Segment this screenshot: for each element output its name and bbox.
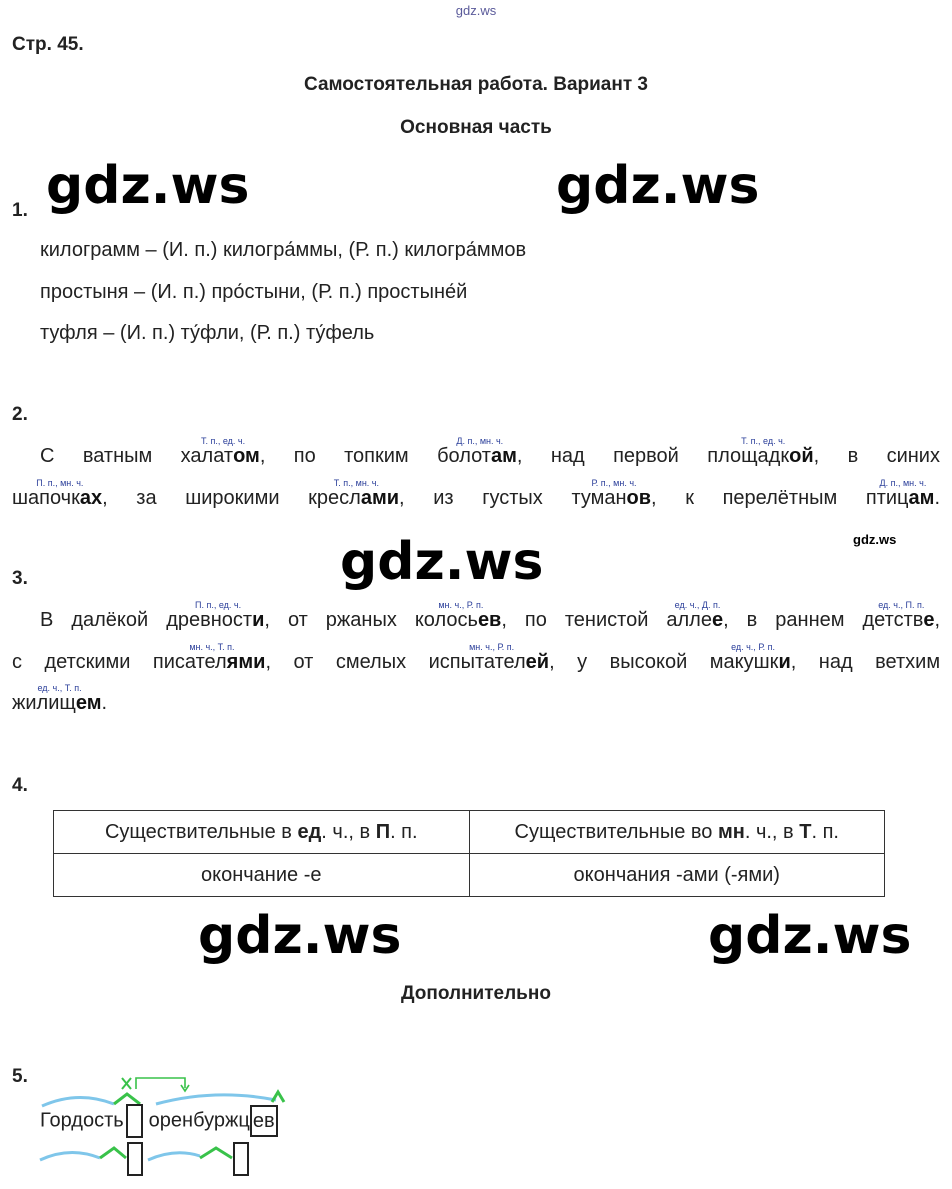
table-header-row: [54, 811, 885, 854]
punctuation: ,: [399, 487, 405, 509]
endings-table: [53, 810, 885, 897]
noun-with-ending: [571, 478, 657, 510]
case-annotation: мн. ч., Т. п.: [189, 642, 235, 652]
section-title-main: Основная часть: [400, 117, 552, 138]
noun-ending: ам: [908, 487, 935, 509]
word: ветхим: [875, 651, 941, 673]
case-annotation: ед. ч., Т. п.: [37, 683, 82, 693]
noun-with-ending: [428, 642, 555, 674]
punctuation: ,: [264, 609, 270, 631]
word: из: [433, 487, 454, 509]
noun-stem: птиц: [865, 487, 909, 509]
noun-ending: е: [711, 609, 724, 631]
noun-with-ending: [666, 600, 729, 632]
task-5-number: 5.: [12, 1066, 28, 1087]
table-row: [54, 854, 885, 897]
case-annotation: Т. п., ед. ч.: [200, 436, 246, 446]
punctuation: .: [934, 487, 940, 509]
bottom-suffix-1: [100, 1148, 126, 1158]
word: детскими: [44, 651, 131, 673]
word: над: [818, 651, 853, 673]
ending-box: [250, 1105, 278, 1137]
noun-stem: колось: [414, 609, 478, 631]
word: ржаных: [325, 609, 397, 631]
noun-ending: и: [252, 609, 265, 631]
watermark-1: gdz.ws: [46, 156, 250, 216]
word: густых: [482, 487, 543, 509]
suffix-mark-1: [114, 1094, 140, 1104]
punctuation: ,: [259, 445, 266, 467]
case-annotation: Д. п., мн. ч.: [879, 478, 927, 488]
punctuation: .: [101, 692, 108, 714]
word: высокой: [609, 651, 688, 673]
task-1-line-3: туфля – (И. п.) ту́фли, (Р. п.) ту́фель: [40, 322, 375, 344]
noun-with-ending: [12, 478, 108, 510]
noun-ending: ом: [233, 445, 260, 467]
word: первой: [613, 445, 679, 467]
case-annotation: Т. п., мн. ч.: [333, 478, 379, 488]
noun-stem: площадк: [707, 445, 790, 467]
task-5-word-1: Гордость: [40, 1109, 124, 1132]
case-annotation: П. п., мн. ч.: [36, 478, 84, 488]
noun-stem: древност: [166, 609, 253, 631]
main-word-x-icon: [122, 1078, 131, 1089]
punctuation: ,: [651, 487, 657, 509]
task-2-number: 2.: [12, 404, 28, 425]
word: к: [685, 487, 694, 509]
punctuation: ,: [102, 487, 108, 509]
word: по: [293, 445, 316, 467]
word: широкими: [185, 487, 280, 509]
noun-with-ending: [308, 478, 405, 510]
watermark-small: gdz.ws: [853, 532, 897, 547]
noun-stem: макушк: [709, 651, 779, 673]
noun-stem: кресл: [308, 487, 361, 509]
noun-with-ending: [707, 436, 820, 468]
punctuation: ,: [516, 445, 523, 467]
task-3-number: 3.: [12, 568, 28, 589]
word: по: [524, 609, 547, 631]
noun-with-ending: [437, 436, 523, 468]
noun-stem: шапочк: [12, 487, 80, 509]
noun-stem: жилищ: [12, 692, 76, 714]
word: с: [12, 651, 22, 673]
task-3-line-1: [40, 600, 941, 632]
noun-with-ending: [166, 600, 270, 632]
section-title-extra: Дополнительно: [401, 983, 551, 1004]
noun-ending: е: [923, 609, 935, 631]
task-5-phrase: [40, 1104, 278, 1138]
noun-stem: писател: [152, 651, 227, 673]
noun-stem: алле: [666, 609, 712, 631]
bottom-ending-box-2: [234, 1143, 248, 1175]
word: ватным: [82, 445, 153, 467]
word: раннем: [775, 609, 845, 631]
noun-ending: и: [778, 651, 791, 673]
word: в: [847, 445, 859, 467]
noun-ending: ов: [626, 487, 652, 509]
noun-ending: ями: [226, 651, 266, 673]
noun-ending: ой: [789, 445, 814, 467]
noun-with-ending: [865, 478, 940, 510]
task-3-line-2: [12, 642, 941, 674]
zero-ending-box: [126, 1104, 143, 1138]
watermark-2: gdz.ws: [556, 156, 760, 216]
word: от: [287, 609, 308, 631]
case-annotation: ед. ч., П. п.: [878, 600, 925, 610]
noun-with-ending: [709, 642, 797, 674]
noun-stem: халат: [180, 445, 234, 467]
word: у: [577, 651, 588, 673]
word: над: [550, 445, 585, 467]
word: смелых: [335, 651, 407, 673]
noun-stem: туман: [571, 487, 627, 509]
word: топким: [344, 445, 409, 467]
punctuation: ,: [265, 651, 271, 673]
bottom-root-arc-1: [40, 1152, 100, 1160]
task-3-line-3: [12, 683, 940, 715]
punctuation: ,: [934, 609, 941, 631]
watermark-3: gdz.ws: [340, 532, 544, 592]
task-5-word-2-ending: ев: [252, 1110, 275, 1132]
noun-ending: ах: [79, 487, 103, 509]
case-annotation: Т. п., ед. ч.: [741, 436, 786, 446]
case-annotation: мн. ч., Р. п.: [438, 600, 484, 610]
case-annotation: Р. п., мн. ч.: [591, 478, 637, 488]
bottom-root-arc-2: [148, 1153, 200, 1160]
task-1-line-1: килограмм – (И. п.) килогра́ммы, (Р. п.) килогра́ммов: [40, 239, 527, 261]
word: В: [40, 609, 54, 631]
page-number: Стр. 45.: [12, 34, 84, 55]
table-header-col-1: Существительные в ед. ч., в П. п.: [54, 811, 470, 854]
table-cell-col-1: окончание -е: [54, 854, 470, 897]
noun-with-ending: [152, 642, 271, 674]
table-header-col-2: Существительные во мн. ч., в Т. п.: [469, 811, 885, 854]
noun-with-ending: [414, 600, 507, 632]
top-watermark: gdz.ws: [455, 3, 497, 18]
word: в: [746, 609, 758, 631]
bottom-suffix-2: [200, 1148, 232, 1158]
noun-ending: ами: [360, 487, 400, 509]
punctuation: ,: [790, 651, 797, 673]
noun-ending: ем: [75, 692, 102, 714]
watermark-5: gdz.ws: [708, 906, 912, 966]
dependency-arrow-icon: [136, 1078, 185, 1089]
noun-with-ending: [12, 683, 108, 715]
noun-ending: ам: [490, 445, 517, 467]
task-1-line-2: простыня – (И. п.) про́стыни, (Р. п.) простыне́й: [40, 281, 468, 303]
noun-ending: ев: [477, 609, 502, 631]
punctuation: ,: [501, 609, 507, 631]
bottom-ending-box-1: [128, 1143, 142, 1175]
task-5-word-2-stem: оренбуржц: [148, 1109, 250, 1132]
case-annotation: мн. ч., Р. п.: [469, 642, 515, 652]
task-1-number: 1.: [12, 200, 28, 221]
suffix-mark-2: [272, 1092, 284, 1102]
table-cell-col-2: окончания -ами (-ями): [469, 854, 885, 897]
punctuation: ,: [549, 651, 555, 673]
work-title: Самостоятельная работа. Вариант 3: [303, 74, 648, 95]
case-annotation: ед. ч., Р. п.: [731, 642, 775, 652]
word: далёкой: [71, 609, 149, 631]
case-annotation: ед. ч., Д. п.: [674, 600, 721, 610]
watermark-4: gdz.ws: [198, 906, 402, 966]
root-arc-2: [156, 1095, 276, 1104]
task-4-number: 4.: [12, 775, 28, 796]
case-annotation: П. п., ед. ч.: [195, 600, 242, 610]
punctuation: ,: [723, 609, 729, 631]
word: синих: [886, 445, 940, 467]
word: от: [293, 651, 314, 673]
punctuation: ,: [813, 445, 820, 467]
word: тенистой: [564, 609, 649, 631]
case-annotation: Д. п., мн. ч.: [456, 436, 504, 446]
noun-ending: ей: [525, 651, 550, 673]
word: за: [136, 487, 157, 509]
word: С: [40, 445, 55, 467]
task-2-line-2: [12, 478, 940, 510]
noun-with-ending: [180, 436, 266, 468]
noun-stem: испытател: [428, 651, 526, 673]
task-2-line-1: [40, 436, 940, 468]
noun-stem: болот: [437, 445, 491, 467]
noun-stem: детств: [862, 609, 924, 631]
word: перелётным: [722, 487, 838, 509]
noun-with-ending: [862, 600, 941, 632]
